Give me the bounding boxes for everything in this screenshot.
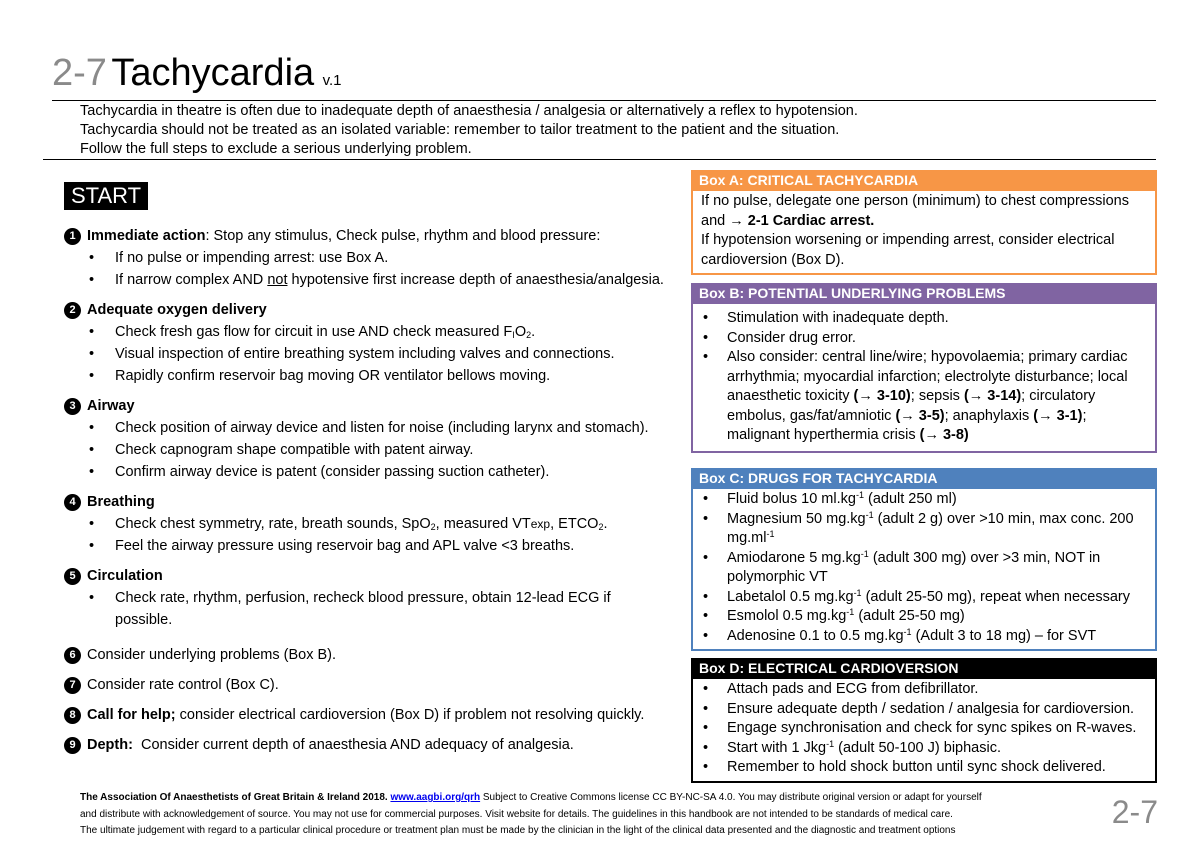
step-2 bbox=[64, 300, 664, 387]
step-number-badge: 9 bbox=[64, 737, 81, 754]
steps-list bbox=[64, 226, 664, 765]
step-heading: Breathing bbox=[87, 494, 155, 510]
step-heading: Adequate oxygen delivery bbox=[87, 302, 267, 318]
step-3 bbox=[64, 396, 664, 483]
box-title: Box B: POTENTIAL UNDERLYING PROBLEMS bbox=[691, 283, 1157, 304]
page-title bbox=[52, 52, 342, 95]
box-title: Box A: CRITICAL TACHYCARDIA bbox=[691, 170, 1157, 191]
drug-item: • Esmolol 0.5 $mg.kg^{-1}$ (adult 25-50 mg) bbox=[701, 607, 1147, 627]
intro-rule bbox=[43, 159, 1156, 160]
step-number-badge: 7 bbox=[64, 677, 81, 694]
list-item: • Rapidly confirm reservoir bag moving OR ventilator bellows moving. bbox=[88, 365, 664, 387]
drug-item: • Fluid bolus 10 $ml.kg^{-1}$ (adult 250 ml) bbox=[701, 490, 1147, 510]
list-item: • Stimulation with inadequate depth. bbox=[701, 309, 1147, 329]
step-text: Consider rate control (Box C). bbox=[87, 677, 279, 693]
footer-line: The Association Of Anaesthetists of Great Britain & Ireland 2018. www.aagbi.org/qrh Subject to Creative Commons license CC BY-NC-SA 4.0. You may distribute original version or adapt for yourself bbox=[80, 792, 982, 803]
list-item: • Engage synchronisation and check for sync spikes on R-waves. bbox=[701, 719, 1147, 739]
version-label: v.1 bbox=[322, 72, 342, 89]
step-heading: Depth: bbox=[87, 737, 133, 753]
title-text: Tachycardia bbox=[111, 52, 315, 94]
step-9 bbox=[64, 735, 664, 756]
step-heading: Immediate action bbox=[87, 228, 206, 244]
step-heading: Call for help; bbox=[87, 707, 176, 723]
list-item: • Check chest symmetry, rate, breath sounds, SpO$_2$, measured VTexp, $ETCO_2$. bbox=[88, 513, 664, 535]
box-b-underlying-problems bbox=[691, 283, 1157, 453]
step-4 bbox=[64, 492, 664, 557]
box-c-drugs bbox=[691, 468, 1157, 651]
title-rule bbox=[52, 100, 1156, 101]
step-5 bbox=[64, 566, 664, 631]
box-title: Box C: DRUGS FOR TACHYCARDIA bbox=[691, 468, 1157, 489]
step-number-badge: 4 bbox=[64, 494, 81, 511]
list-item: • Confirm airway device is patent (consider passing suction catheter). bbox=[88, 461, 664, 483]
step-heading-rest: : Stop any stimulus, Check pulse, rhythm and blood pressure: bbox=[205, 228, 601, 244]
footer bbox=[80, 790, 1080, 840]
list-item: • Remember to hold shock button until sync shock delivered. bbox=[701, 758, 1147, 778]
footer-line: and distribute with acknowledgement of source. You may not use for commercial purposes. Visit website for details. The guidelines in this handbook are not intended to be standards of medical care. bbox=[80, 808, 953, 820]
list-item: • Start with 1 Jkg$^{-1}$ (adult 50-100 J) biphasic. bbox=[701, 739, 1147, 759]
box-title: Box D: ELECTRICAL CARDIOVERSION bbox=[691, 658, 1157, 679]
step-number-badge: 5 bbox=[64, 568, 81, 585]
step-text: Consider underlying problems (Box B). bbox=[87, 647, 337, 663]
step-heading: Airway bbox=[87, 398, 135, 414]
step-1 bbox=[64, 226, 664, 291]
step-6 bbox=[64, 645, 664, 666]
step-text: consider electrical cardioversion (Box D) if problem not resolving quickly. bbox=[175, 707, 645, 723]
list-item: • Check position of airway device and listen for noise (including larynx and stomach). bbox=[88, 417, 664, 439]
intro-line: Tachycardia in theatre is often due to inadequate depth of anaesthesia / analgesia or alternatively a reflex to hypotension. bbox=[80, 103, 858, 119]
list-item: • Check capnogram shape compatible with patent airway. bbox=[88, 439, 664, 461]
page-number: 2-7 bbox=[1111, 794, 1158, 830]
start-label: START bbox=[64, 182, 148, 210]
box-paragraph: If no pulse, delegate one person (minimum) to chest compressions and → 2-1 Cardiac arrest. bbox=[701, 193, 1129, 229]
step-number-badge: 2 bbox=[64, 302, 81, 319]
box-paragraph: If hypotension worsening or impending arrest, consider electrical cardioversion (Box D). bbox=[701, 232, 1115, 268]
box-d-cardioversion bbox=[691, 658, 1157, 783]
list-item: • Visual inspection of entire breathing system including valves and connections. bbox=[88, 343, 664, 365]
list-item: • Also consider: central line/wire; hypovolaemia; primary cardiac arrhythmia; myocardial infarction; electrolyte disturbance; local anaesthetic toxicity (→ 3-10); sepsis (→ 3-14); circulatory embolus, gas/fat/amniotic (→ 3-5); anaphylaxis (→ 3-1); malignant hyperthermia crisis (→ 3-8) bbox=[701, 348, 1147, 446]
intro-line: Follow the full steps to exclude a serious underlying problem. bbox=[80, 141, 472, 157]
list-item: • Consider drug error. bbox=[701, 329, 1147, 349]
list-item: • Feel the airway pressure using reservoir bag and APL valve <3 breaths. bbox=[88, 535, 664, 557]
list-item: • Ensure adequate depth / sedation / analgesia for cardioversion. bbox=[701, 700, 1147, 720]
section-number: 2-7 bbox=[52, 52, 107, 94]
website-link[interactable]: www.aagbi.org/qrh bbox=[390, 792, 481, 803]
list-item: • If no pulse or impending arrest: use Box A. bbox=[88, 247, 664, 269]
drug-item: • Labetalol 0.5 $mg.kg^{-1}$ (adult 25-50 mg), repeat when necessary bbox=[701, 588, 1147, 608]
list-item: • Attach pads and ECG from defibrillator. bbox=[701, 680, 1147, 700]
intro-line: Tachycardia should not be treated as an isolated variable: remember to tailor treatment to the patient and the situation. bbox=[80, 122, 840, 138]
step-text: Consider current depth of anaesthesia AND adequacy of analgesia. bbox=[132, 737, 574, 753]
step-number-badge: 8 bbox=[64, 707, 81, 724]
footer-line: The ultimate judgement with regard to a particular clinical procedure or treatment plan must be made by the clinician in the light of the clinical data presented and the diagnostic and treatment options bbox=[80, 825, 956, 836]
box-a-critical-tachycardia bbox=[691, 170, 1157, 275]
step-heading: Circulation bbox=[87, 568, 163, 584]
drug-item: • Magnesium 50 $mg.kg^{-1}$ (adult 2 g) over >10 min, max conc. 200 $mg.ml^{-1}$ bbox=[701, 510, 1147, 549]
list-item: • Check fresh gas flow for circuit in use AND check measured $F_IO_2$. bbox=[88, 321, 664, 343]
step-number-badge: 3 bbox=[64, 398, 81, 415]
step-number-badge: 6 bbox=[64, 647, 81, 664]
drug-item: • Adenosine 0.1 to 0.5 $mg.kg^{-1}$ (Adult 3 to 18 mg) – for SVT bbox=[701, 627, 1147, 647]
step-8 bbox=[64, 705, 664, 726]
list-item: • If narrow complex AND not hypotensive first increase depth of anaesthesia/analgesia. bbox=[88, 269, 664, 291]
drug-item: • Amiodarone 5 $mg.kg^{-1}$ (adult 300 mg) over >3 min, NOT in polymorphic VT bbox=[701, 549, 1147, 588]
step-number-badge: 1 bbox=[64, 228, 81, 245]
step-7 bbox=[64, 675, 664, 696]
intro-text bbox=[80, 102, 858, 159]
list-item: • Check rate, rhythm, perfusion, recheck blood pressure, obtain 12-lead ECG if possible. bbox=[88, 587, 664, 631]
